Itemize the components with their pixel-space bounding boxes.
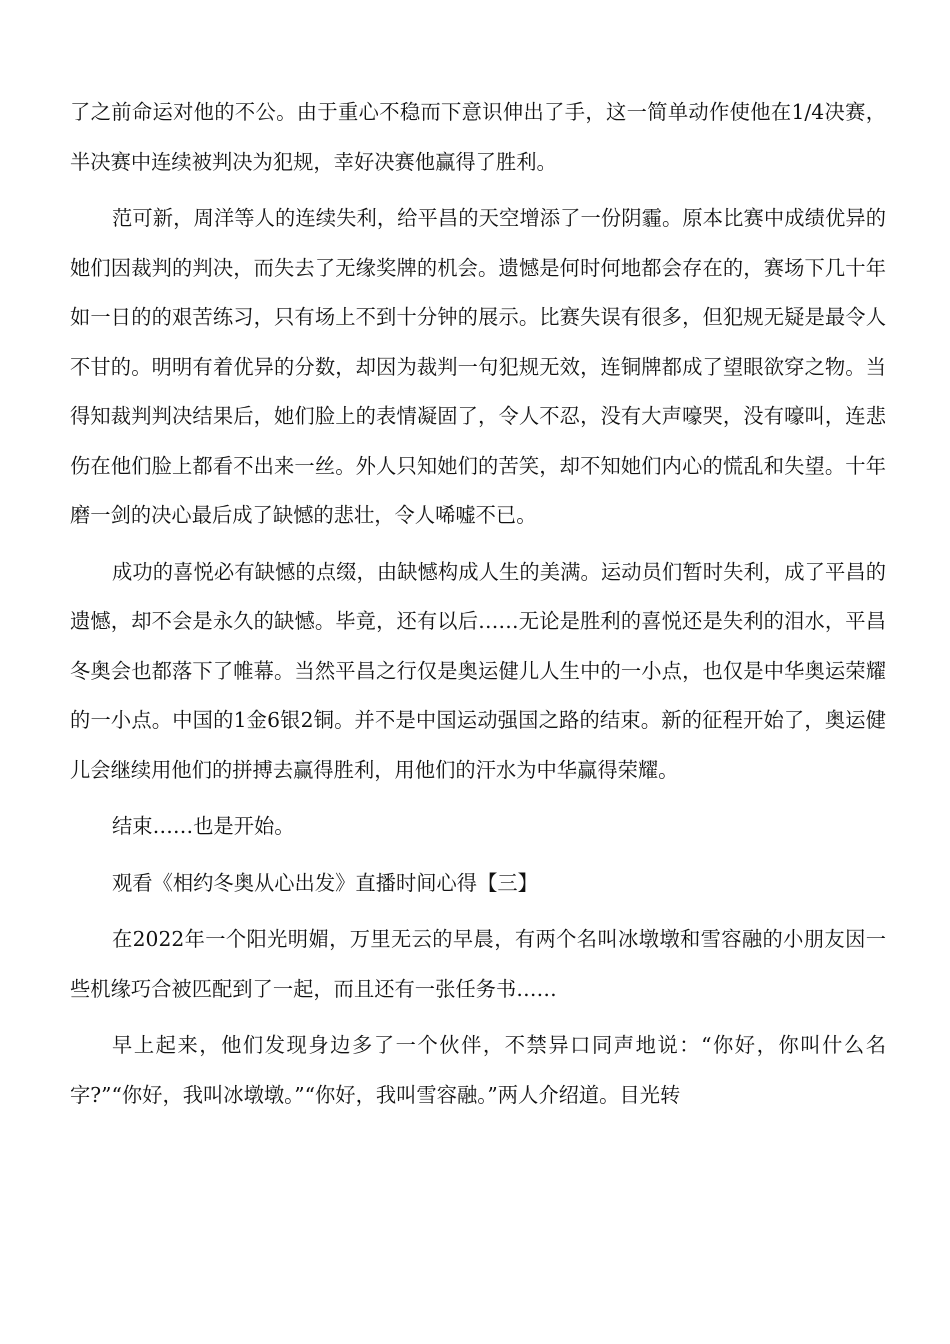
- section-heading: 观看《相约冬奥从心出发》直播时间心得【三】: [112, 870, 538, 895]
- paragraph-5: 在2022年一个阳光明媚，万里无云的早晨，有两个名叫冰墩墩和雪容融的小朋友因一些机缘巧合被匹配到了一起，而且还有一张任务书……: [70, 927, 886, 1001]
- paragraph-6: 早上起来，他们发现身边多了一个伙伴，不禁异口同声地说：“你好，你叫什么名字?”“你好，我叫冰墩墩。”“你好，我叫雪容融。”两人介绍道。目光转: [70, 1033, 886, 1107]
- paragraph-3: 成功的喜悦必有缺憾的点缀，由缺憾构成人生的美满。运动员们暂时失利，成了平昌的遗憾，却不会是永久的缺憾。毕竟，还有以后……无论是胜利的喜悦还是失利的泪水，平昌冬奥会也都落下了帷幕。当然平昌之行仅是奥运健儿人生中的一小点，也仅是中华奥运荣耀的一小点。中国的1金6银2铜。并不是中国运动强国之路的结束。新的征程开始了，奥运健儿会继续用他们的拼搏去赢得胜利，用他们的汗水为中华赢得荣耀。: [70, 559, 886, 782]
- paragraph-1: 了之前命运对他的不公。由于重心不稳而下意识伸出了手，这一简单动作使他在1/4决赛，半决赛中连续被判决为犯规，幸好决赛他赢得了胜利。: [70, 100, 886, 174]
- document-page: [70, 88, 886, 1127]
- paragraph-2: 范可新，周洋等人的连续失利，给平昌的天空增添了一份阴霾。原本比赛中成绩优异的她们因裁判的判决，而失去了无缘奖牌的机会。遗憾是何时何地都会存在的，赛场下几十年如一日的的艰苦练习，只有场上不到十分钟的展示。比赛失误有很多，但犯规无疑是最令人不甘的。明明有着优异的分数，却因为裁判一句犯规无效，连铜牌都成了望眼欲穿之物。当得知裁判判决结果后，她们脸上的表情凝固了，令人不忍，没有大声嚎哭，没有嚎叫，连悲伤在他们脸上都看不出来一丝。外人只知她们的苦笑，却不知她们内心的慌乱和失望。十年磨一剑的决心最后成了缺憾的悲壮，令人唏嘘不已。: [70, 206, 886, 527]
- paragraph-4: 结束……也是开始。: [112, 814, 295, 838]
